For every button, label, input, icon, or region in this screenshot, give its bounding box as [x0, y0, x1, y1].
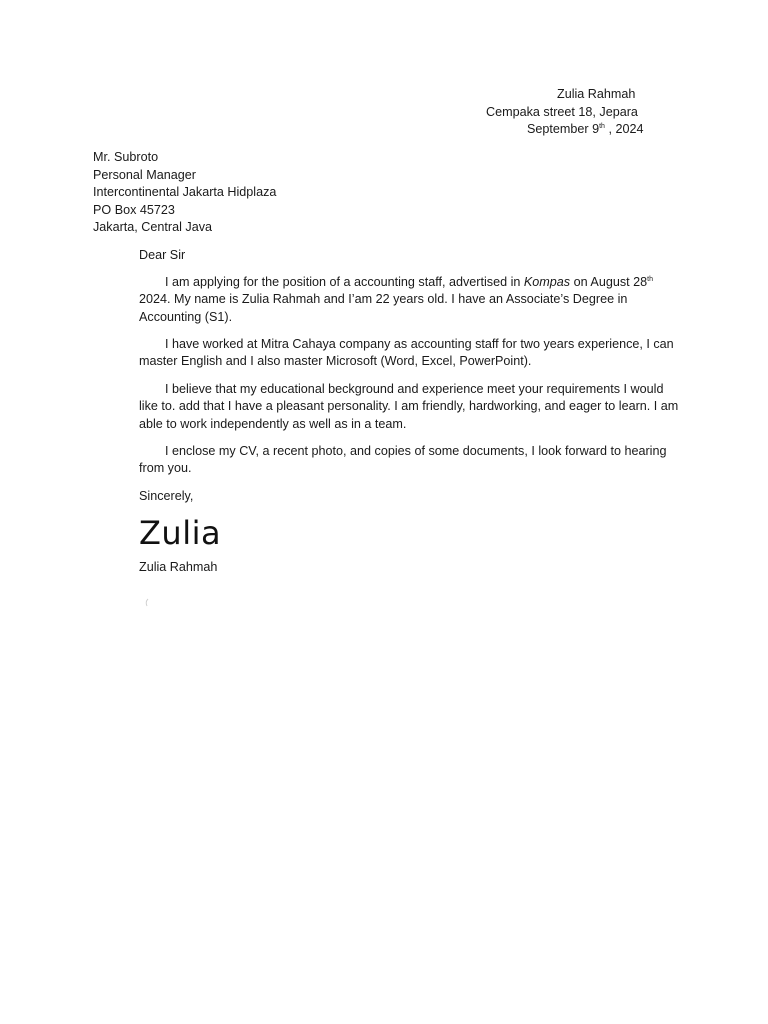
signature: Zulia: [139, 514, 222, 553]
paragraph-application-text-2: on August 28: [570, 274, 648, 289]
paragraph-application: [139, 274, 684, 327]
sender-address: Cempaka street 18, Jepara: [486, 105, 638, 119]
paragraph-enclosures: I enclose my CV, a recent photo, and copies of some documents, I look forward to hearing from you.: [139, 443, 667, 476]
signer-name: Zulia Rahmah: [139, 560, 218, 575]
paragraph-qualities: I believe that my educational beckground and experience meet your requirements I would like to. add that I have a pleasant personality. I am friendly, hardworking, and eager to learn. I am able to work independently as well as in a team.: [139, 381, 679, 431]
date-month-day: September 9: [527, 122, 600, 136]
recipient-name: Mr. Subroto: [93, 150, 159, 164]
recipient-block: [93, 149, 276, 237]
paragraph-application-text-3: 2024. My name is Zulia Rahmah and I’am 22 years old. I have an Associate’s Degree in Accounting (S1).: [139, 292, 628, 324]
salutation: Dear Sir: [139, 248, 186, 262]
date-year: , 2024: [604, 122, 644, 136]
recipient-title: Personal Manager: [93, 167, 196, 182]
recipient-po-box: PO Box 45723: [93, 202, 175, 217]
closing: Sincerely,: [139, 488, 194, 503]
newspaper-name: Kompas: [523, 274, 571, 289]
recipient-city: Jakarta, Central Java: [93, 220, 212, 234]
letter-body: [139, 247, 684, 577]
ordinal-superscript: th: [647, 275, 653, 283]
cursor-mark-icon: [143, 598, 151, 608]
letter-date: [527, 121, 643, 139]
paragraph-experience: I have worked at Mitra Cahaya company as accounting staff for two years experience, I can master English and I also master Microsoft (Word, Excel, PowerPoint).: [139, 336, 674, 369]
paragraph-application-text-1: I am applying for the position of a accounting staff, advertised in: [165, 274, 524, 289]
date-superscript: th: [599, 122, 605, 130]
recipient-company: Intercontinental Jakarta Hidplaza: [93, 185, 277, 199]
sender-name: Zulia Rahmah: [557, 87, 636, 101]
